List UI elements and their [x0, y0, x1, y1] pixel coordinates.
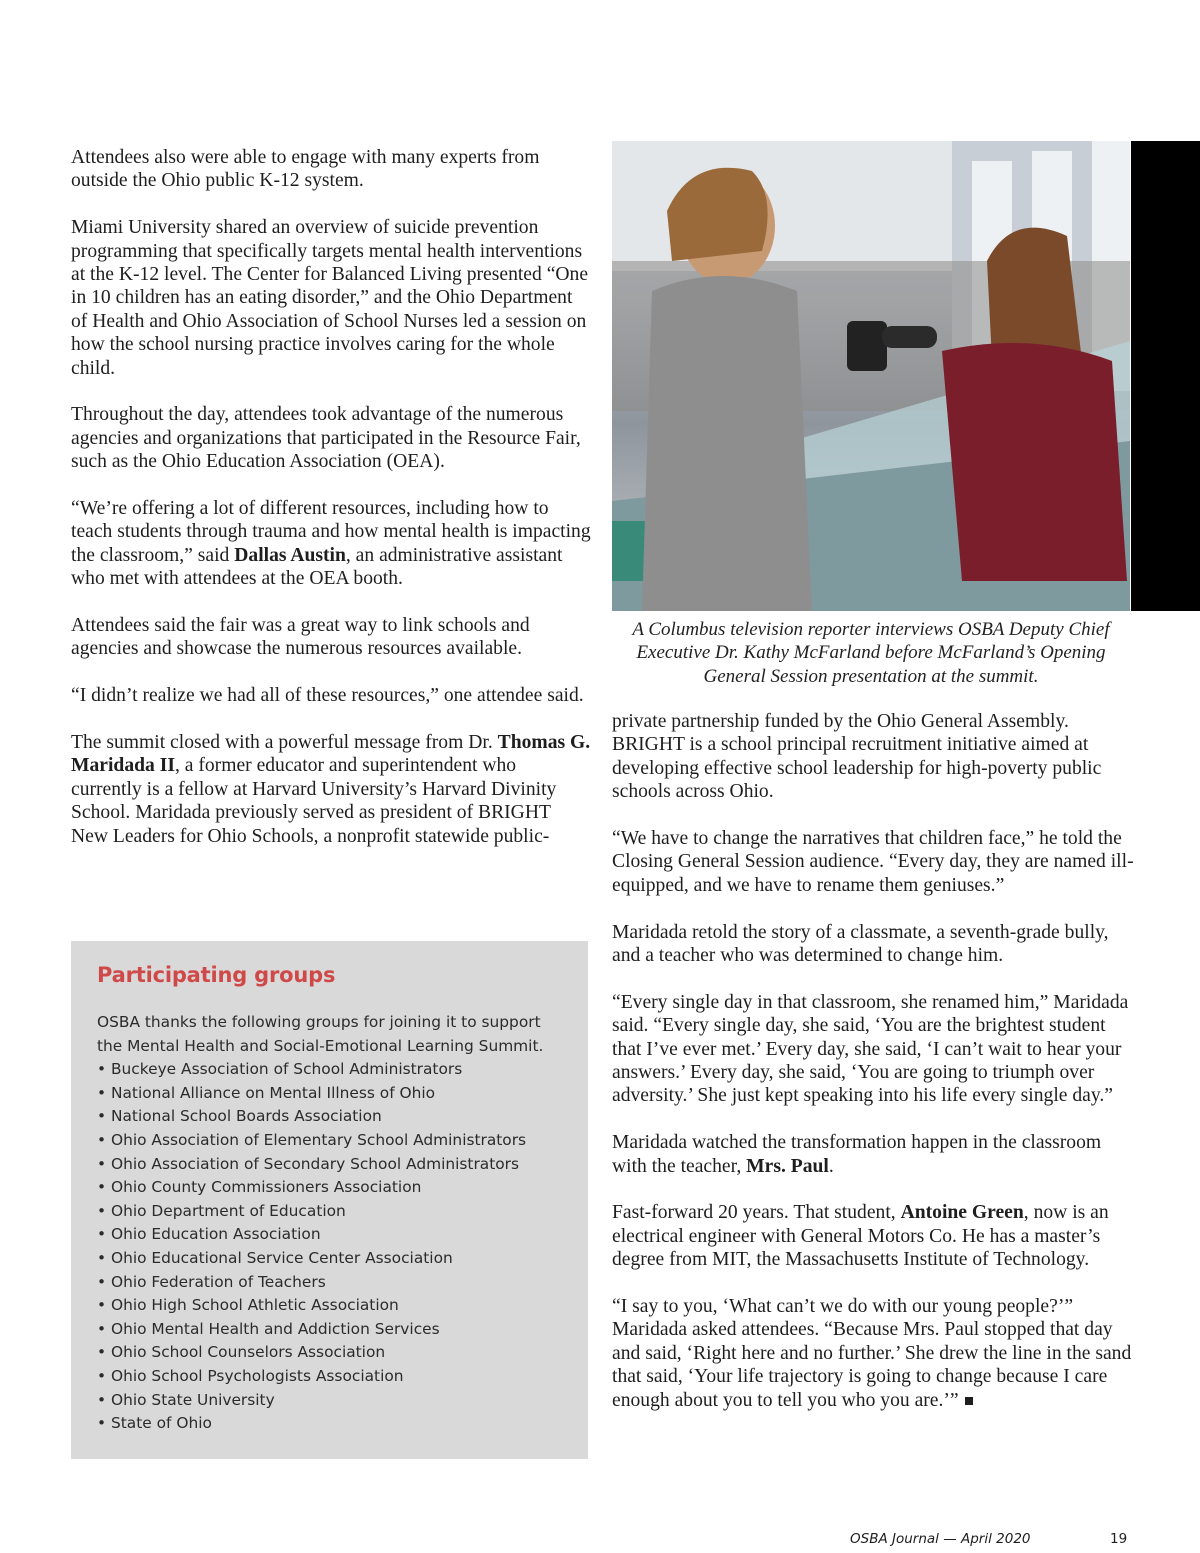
list-item: • Buckeye Association of School Administrators [97, 1060, 463, 1079]
journal-issue: OSBA Journal — April 2020 [850, 1531, 1031, 1547]
article-photo [612, 141, 1130, 611]
list-item: • National Alliance on Mental Illness of Ohio [97, 1083, 436, 1102]
left-column [71, 146, 591, 871]
article-paragraph: Maridada retold the story of a classmate, a seventh-grade bully, and a teacher who was determined to change him. [612, 921, 1109, 967]
paragraph-text: , a former educator and superintendent who currently is a fellow at Harvard University’s Harvard Divinity School. Maridada previously served as president of BRIGHT New Leaders for Ohio Schools, a nonprofit statewide public- [71, 755, 557, 847]
groups-list [97, 1058, 568, 1436]
article-paragraph: Attendees said the fair was a great way to link schools and agencies and showcase the numerous resources available. [71, 615, 530, 660]
article-paragraph [71, 731, 591, 848]
list-item: • Ohio Association of Secondary School Administrators [97, 1154, 519, 1173]
list-item: • Ohio Educational Service Center Association [97, 1248, 453, 1267]
list-item: • Ohio Department of Education [97, 1201, 346, 1220]
page-number: 19 [1110, 1531, 1128, 1547]
end-of-article-mark [965, 1397, 973, 1405]
list-item: • Ohio Association of Elementary School Administrators [97, 1130, 527, 1149]
article-paragraph [612, 1201, 1134, 1271]
sidebar-title: Participating groups [97, 963, 336, 987]
sidebar-intro: OSBA thanks the following groups for joining it to support the Mental Health and Social-Emotional Learning Summit. [97, 1013, 544, 1055]
article-paragraph: Throughout the day, attendees took advantage of the numerous agencies and organizations that participated in the Resource Fair, such as the Ohio Education Association (OEA). [71, 404, 581, 473]
list-item: • State of Ohio [97, 1414, 212, 1433]
right-column [612, 710, 1134, 1435]
paragraph-text: . [828, 1155, 834, 1177]
article-paragraph: Attendees also were able to engage with many experts from outside the Ohio public K-12 system. [71, 147, 540, 192]
paragraph-text: “We’re offering a lot of different resources, including how to teach students through trauma and how mental health is impacting the classroom,” said [71, 498, 591, 566]
photo-illustration [612, 141, 1130, 611]
article-paragraph [612, 1131, 1134, 1178]
list-item: • Ohio Federation of Teachers [97, 1272, 326, 1291]
paragraph-text: “I say to you, ‘What can’t we do with our young people?’” Maridada asked attendees. “Because Mrs. Paul stopped that day and said, ‘Right here and no further.’ She drew the line in the sand that said, ‘Your life trajectory is going to change because I care enough about you to tell you who you are.’” [612, 1296, 1132, 1411]
article-paragraph: “Every single day in that classroom, she renamed him,” Maridada said. “Every single day, she said, ‘You are the brightest student that I’ve ever met.’ Every day, she said, ‘I can’t wait to hear your answers.’ Every day, she said, ‘You are going to triumph over adversity.’ She just kept speaking into his life every single day.” [612, 991, 1129, 1107]
article-paragraph [612, 1295, 1134, 1412]
person-name: Mrs. Paul [746, 1155, 829, 1177]
article-paragraph: Miami University shared an overview of suicide prevention programming that specifically targets mental health interventions at the K-12 level. The Center for Balanced Living presented “One in 10 children has an eating disorder,” and the Ohio Department of Health and Ohio Association of School Nurses led a session on how the school nursing practice involves caring for the whole child. [71, 217, 589, 379]
list-item: • Ohio High School Athletic Association [97, 1296, 399, 1315]
list-item: • Ohio Mental Health and Addiction Services [97, 1319, 440, 1338]
list-item: • Ohio School Psychologists Association [97, 1366, 404, 1385]
list-item: • National School Boards Association [97, 1107, 382, 1126]
article-paragraph: “We have to change the narratives that children face,” he told the Closing General Session audience. “Every day, they are named ill-equipped, and we have to rename them geniuses.” [612, 828, 1134, 896]
person-name: Thomas G. Maridada II [71, 732, 591, 777]
paragraph-text: Fast-forward 20 years. That student, [612, 1202, 901, 1224]
person-name: Antoine Green [900, 1202, 1024, 1224]
list-item: • Ohio School Counselors Association [97, 1343, 386, 1362]
paragraph-text: , an administrative assistant who met with attendees at the OEA booth. [71, 544, 563, 590]
paragraph-text: Maridada watched the transformation happen in the classroom with the teacher, [612, 1132, 1102, 1177]
article-paragraph: “I didn’t realize we had all of these resources,” one attendee said. [71, 685, 584, 707]
list-item: • Ohio Education Association [97, 1225, 321, 1244]
person-name: Dallas Austin [234, 544, 346, 566]
page-edge-tab [1131, 141, 1200, 611]
photo-caption: A Columbus television reporter interviews OSBA Deputy Chief Executive Dr. Kathy McFarland before McFarland’s Opening General Session presentation at the summit. [632, 619, 1110, 687]
list-item: • Ohio State University [97, 1390, 275, 1409]
paragraph-text: The summit closed with a powerful message from Dr. [71, 732, 498, 754]
article-paragraph: private partnership funded by the Ohio General Assembly. BRIGHT is a school principal recruitment initiative aimed at developing effective school leadership for high-poverty public schools across Ohio. [612, 711, 1102, 803]
paragraph-text: , now is an electrical engineer with General Motors Co. He has a master’s degree from MIT, the Massachusetts Institute of Technology. [612, 1202, 1109, 1271]
article-paragraph [71, 497, 591, 591]
participating-groups-sidebar [71, 941, 588, 1459]
list-item: • Ohio County Commissioners Association [97, 1178, 422, 1197]
